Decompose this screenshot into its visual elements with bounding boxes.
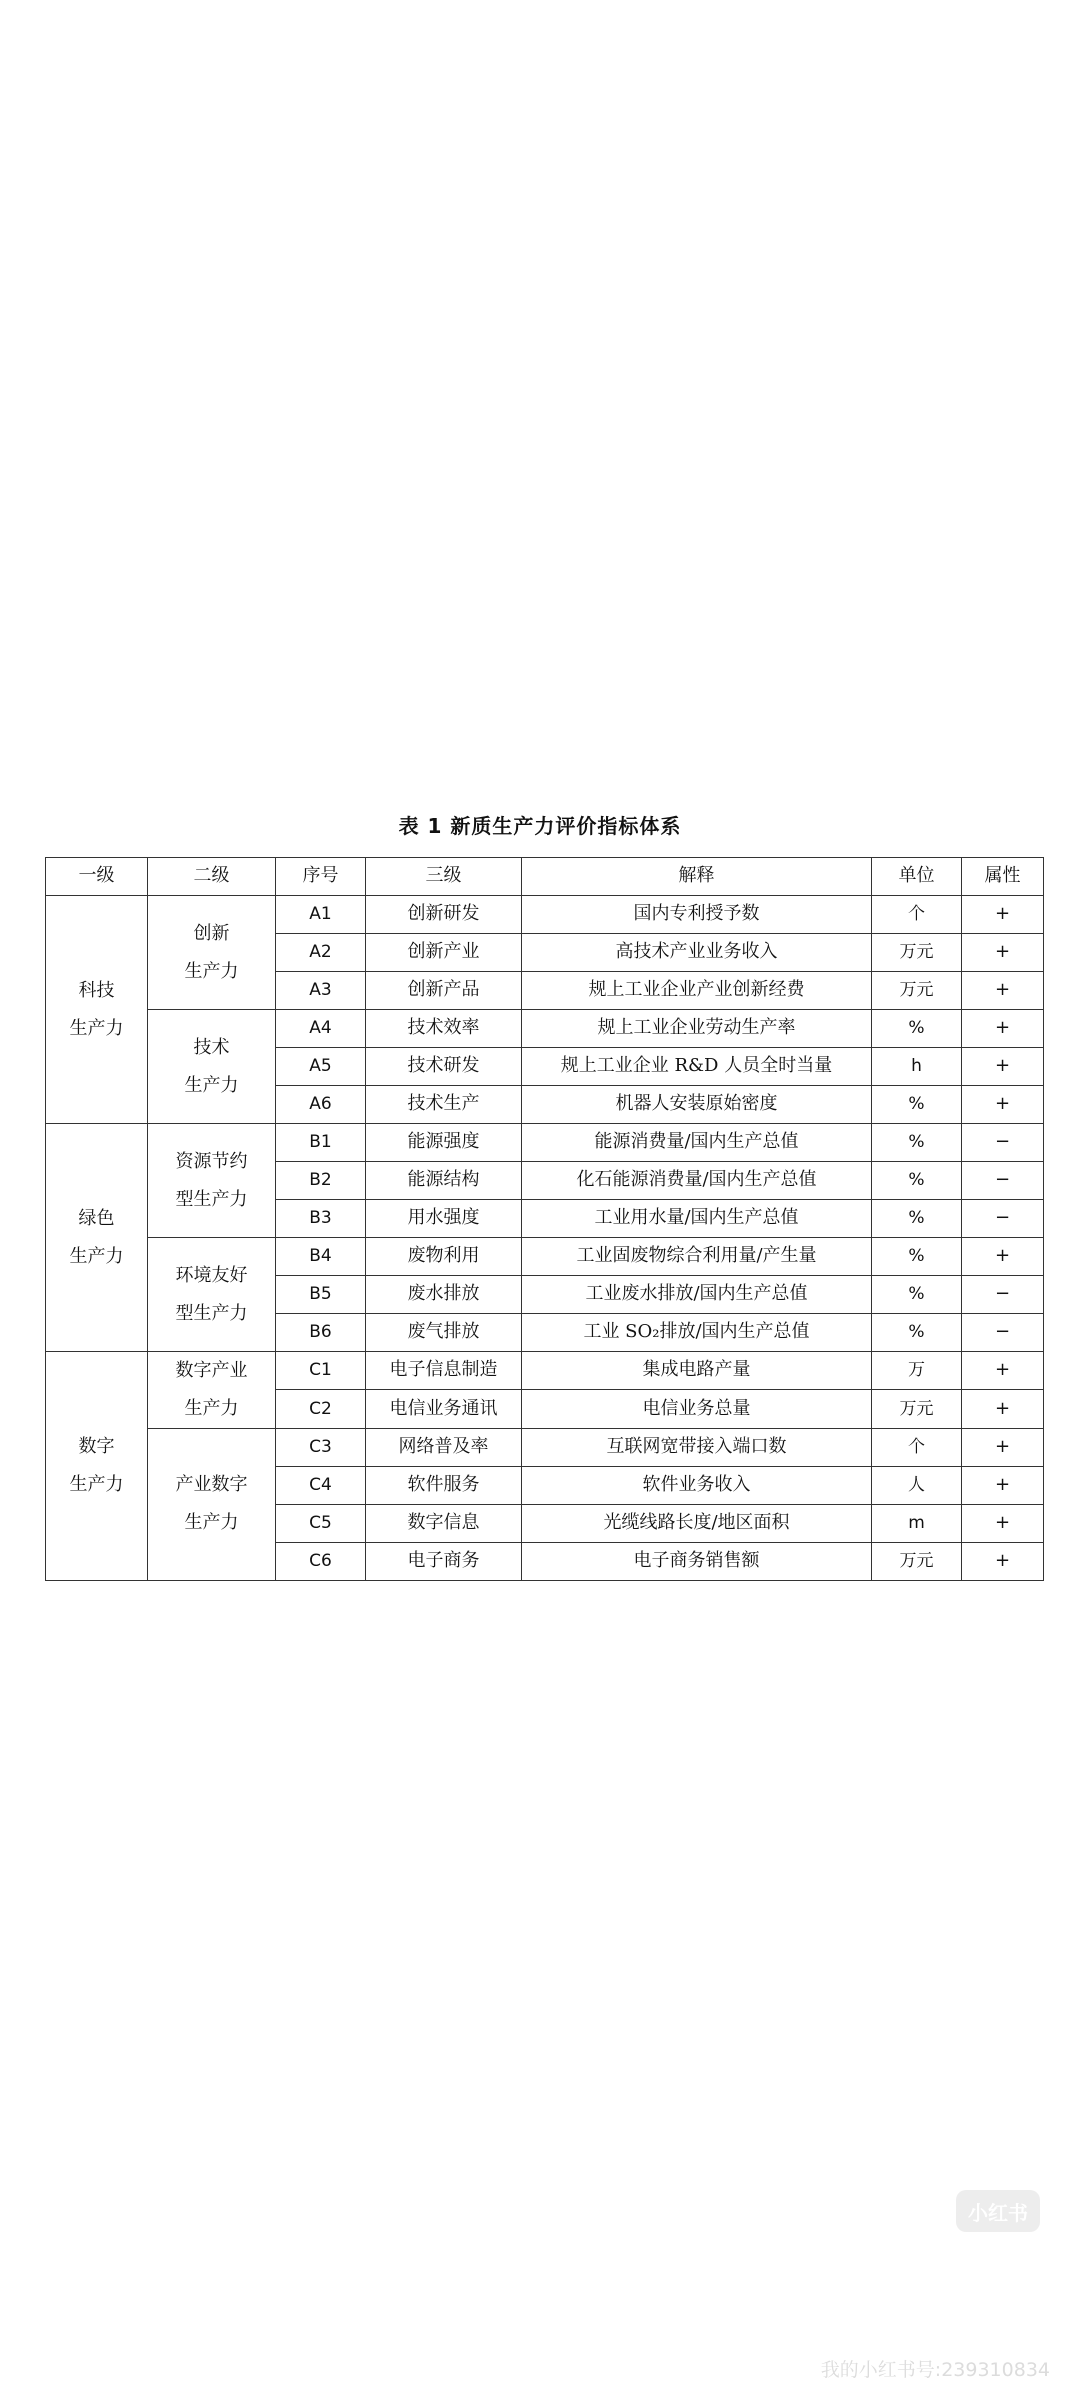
code-cell: C2: [276, 1390, 366, 1428]
unit-cell: %: [872, 1124, 962, 1162]
level3-cell: 软件服务: [366, 1466, 522, 1504]
level2-cell: 创新 生产力: [148, 896, 276, 1010]
unit-cell: %: [872, 1200, 962, 1238]
unit-cell: 万: [872, 1352, 962, 1390]
code-cell: B1: [276, 1124, 366, 1162]
explanation-cell: 工业 SO₂排放/国内生产总值: [522, 1314, 872, 1352]
code-cell: B5: [276, 1276, 366, 1314]
explanation-cell: 电信业务总量: [522, 1390, 872, 1428]
code-cell: A5: [276, 1048, 366, 1086]
unit-cell: m: [872, 1504, 962, 1542]
header-level2: 二级: [148, 858, 276, 896]
explanation-cell: 高技术产业业务收入: [522, 934, 872, 972]
attribute-cell: +: [962, 1352, 1044, 1390]
level2-cell: 产业数字 生产力: [148, 1428, 276, 1580]
attribute-cell: +: [962, 972, 1044, 1010]
unit-cell: 个: [872, 1428, 962, 1466]
unit-cell: 万元: [872, 1390, 962, 1428]
level3-cell: 能源结构: [366, 1162, 522, 1200]
level2-cell: 环境友好 型生产力: [148, 1238, 276, 1352]
attribute-cell: −: [962, 1200, 1044, 1238]
user-id-watermark: 我的小红书号:239310834: [820, 2359, 1050, 2381]
explanation-cell: 工业废水排放/国内生产总值: [522, 1276, 872, 1314]
explanation-cell: 光缆线路长度/地区面积: [522, 1504, 872, 1542]
attribute-cell: −: [962, 1314, 1044, 1352]
attribute-cell: +: [962, 1086, 1044, 1124]
explanation-cell: 能源消费量/国内生产总值: [522, 1124, 872, 1162]
code-cell: B2: [276, 1162, 366, 1200]
attribute-cell: +: [962, 1048, 1044, 1086]
unit-cell: %: [872, 1162, 962, 1200]
explanation-cell: 规上工业企业产业创新经费: [522, 972, 872, 1010]
table-row: [46, 1010, 1044, 1048]
attribute-cell: −: [962, 1276, 1044, 1314]
level1-cell: 数字 生产力: [46, 1352, 148, 1581]
table-header-row: [46, 858, 1044, 896]
table-body: [46, 896, 1044, 1581]
level2-cell: 技术 生产力: [148, 1010, 276, 1124]
level3-cell: 创新产品: [366, 972, 522, 1010]
code-cell: C5: [276, 1504, 366, 1542]
header-attribute: 属性: [962, 858, 1044, 896]
level3-cell: 电子信息制造: [366, 1352, 522, 1390]
code-cell: C4: [276, 1466, 366, 1504]
xiaohongshu-logo: 小红书: [956, 2190, 1040, 2232]
explanation-cell: 工业用水量/国内生产总值: [522, 1200, 872, 1238]
explanation-cell: 机器人安装原始密度: [522, 1086, 872, 1124]
level2-cell: 数字产业 生产力: [148, 1352, 276, 1429]
explanation-cell: 工业固废物综合利用量/产生量: [522, 1238, 872, 1276]
code-cell: B6: [276, 1314, 366, 1352]
header-code: 序号: [276, 858, 366, 896]
explanation-cell: 软件业务收入: [522, 1466, 872, 1504]
attribute-cell: +: [962, 1428, 1044, 1466]
table-row: [46, 1428, 1044, 1466]
code-cell: A1: [276, 896, 366, 934]
level3-cell: 能源强度: [366, 1124, 522, 1162]
code-cell: A2: [276, 934, 366, 972]
table-row: [46, 1124, 1044, 1162]
explanation-cell: 互联网宽带接入端口数: [522, 1428, 872, 1466]
attribute-cell: +: [962, 934, 1044, 972]
unit-cell: %: [872, 1276, 962, 1314]
unit-cell: %: [872, 1238, 962, 1276]
indicator-table: [45, 857, 1044, 1581]
attribute-cell: −: [962, 1162, 1044, 1200]
level3-cell: 创新产业: [366, 934, 522, 972]
table-caption: 表 1 新质生产力评价指标体系: [398, 814, 682, 838]
attribute-cell: +: [962, 1504, 1044, 1542]
level1-cell: 绿色 生产力: [46, 1124, 148, 1352]
level3-cell: 电子商务: [366, 1542, 522, 1580]
code-cell: B4: [276, 1238, 366, 1276]
unit-cell: 万元: [872, 934, 962, 972]
code-cell: C3: [276, 1428, 366, 1466]
code-cell: A3: [276, 972, 366, 1010]
table-row: [46, 1238, 1044, 1276]
level3-cell: 技术效率: [366, 1010, 522, 1048]
level3-cell: 技术研发: [366, 1048, 522, 1086]
unit-cell: 万元: [872, 1542, 962, 1580]
unit-cell: 个: [872, 896, 962, 934]
level3-cell: 废物利用: [366, 1238, 522, 1276]
code-cell: C1: [276, 1352, 366, 1390]
code-cell: A6: [276, 1086, 366, 1124]
level2-cell: 资源节约 型生产力: [148, 1124, 276, 1238]
explanation-cell: 电子商务销售额: [522, 1542, 872, 1580]
table-row: [46, 896, 1044, 934]
unit-cell: 万元: [872, 972, 962, 1010]
attribute-cell: −: [962, 1124, 1044, 1162]
attribute-cell: +: [962, 1238, 1044, 1276]
code-cell: A4: [276, 1010, 366, 1048]
attribute-cell: +: [962, 1542, 1044, 1580]
unit-cell: 人: [872, 1466, 962, 1504]
level3-cell: 废水排放: [366, 1276, 522, 1314]
attribute-cell: +: [962, 896, 1044, 934]
explanation-cell: 国内专利授予数: [522, 896, 872, 934]
attribute-cell: +: [962, 1390, 1044, 1428]
table-row: [46, 1352, 1044, 1390]
header-unit: 单位: [872, 858, 962, 896]
unit-cell: %: [872, 1314, 962, 1352]
unit-cell: h: [872, 1048, 962, 1086]
header-level3: 三级: [366, 858, 522, 896]
explanation-cell: 规上工业企业劳动生产率: [522, 1010, 872, 1048]
attribute-cell: +: [962, 1010, 1044, 1048]
explanation-cell: 集成电路产量: [522, 1352, 872, 1390]
level3-cell: 网络普及率: [366, 1428, 522, 1466]
header-explanation: 解释: [522, 858, 872, 896]
level3-cell: 电信业务通讯: [366, 1390, 522, 1428]
level3-cell: 用水强度: [366, 1200, 522, 1238]
attribute-cell: +: [962, 1466, 1044, 1504]
level3-cell: 废气排放: [366, 1314, 522, 1352]
unit-cell: %: [872, 1086, 962, 1124]
explanation-cell: 化石能源消费量/国内生产总值: [522, 1162, 872, 1200]
level3-cell: 技术生产: [366, 1086, 522, 1124]
level1-cell: 科技 生产力: [46, 896, 148, 1124]
level3-cell: 创新研发: [366, 896, 522, 934]
unit-cell: %: [872, 1010, 962, 1048]
header-level1: 一级: [46, 858, 148, 896]
code-cell: C6: [276, 1542, 366, 1580]
explanation-cell: 规上工业企业 R&D 人员全时当量: [522, 1048, 872, 1086]
code-cell: B3: [276, 1200, 366, 1238]
level3-cell: 数字信息: [366, 1504, 522, 1542]
